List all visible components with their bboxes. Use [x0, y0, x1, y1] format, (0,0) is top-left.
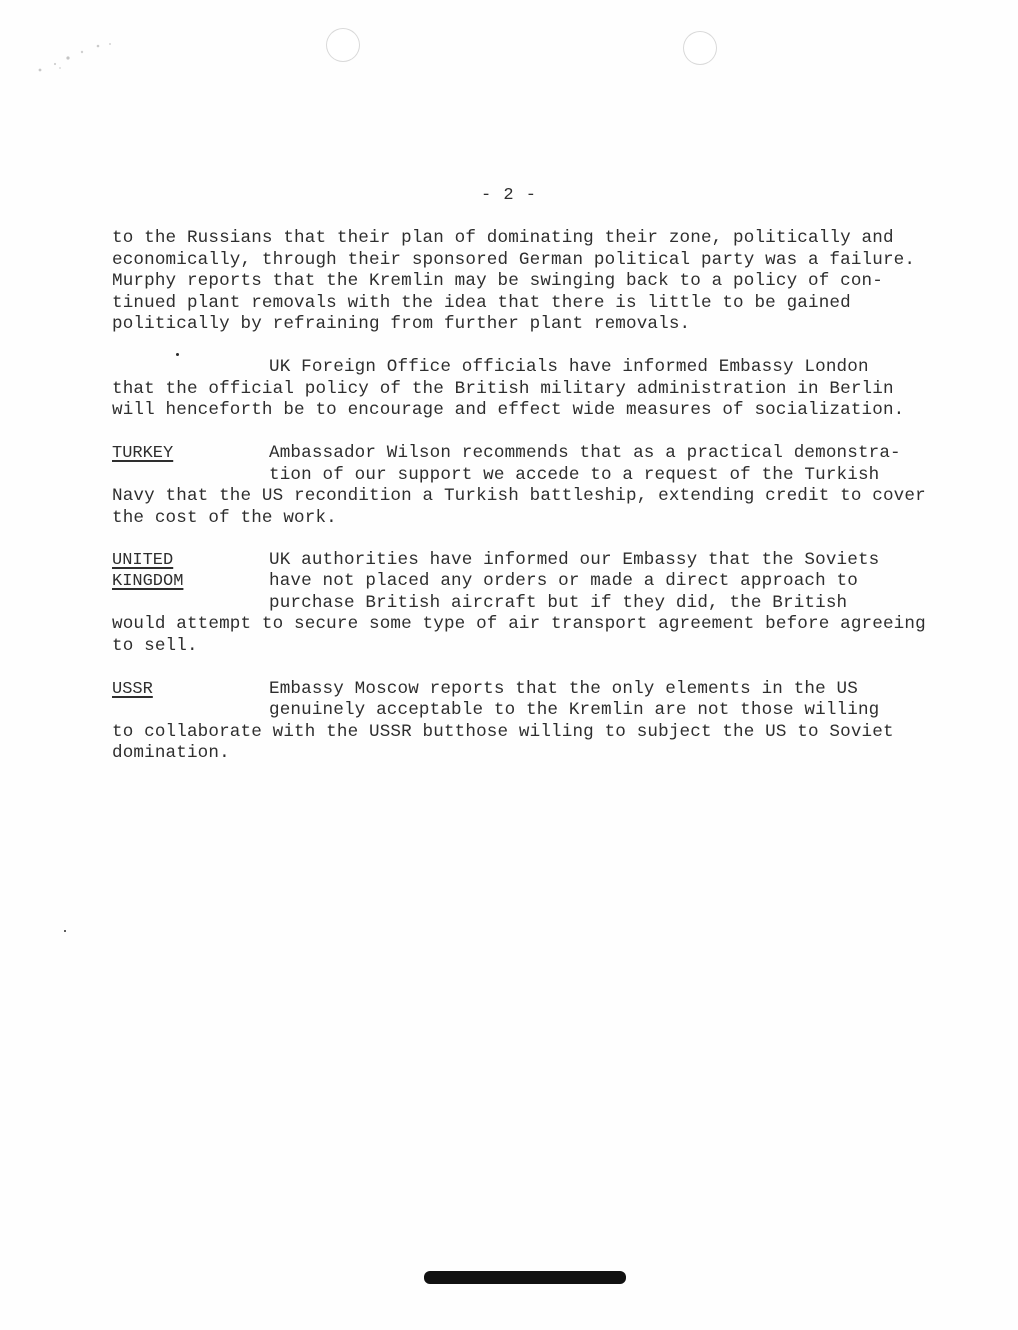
uk-foreign-office-line-2: that the official policy of the British military administration in Berlin	[112, 379, 894, 399]
corner-smudge-mark	[20, 40, 130, 80]
united-kingdom-line-5: to sell.	[112, 636, 198, 656]
section-heading-ussr: USSR	[112, 680, 153, 699]
stray-ink-dot-lower	[64, 930, 66, 932]
redacted-classification-marking	[424, 1271, 626, 1284]
intro-line-3: Murphy reports that the Kremlin may be swinging back to a policy of con-	[112, 271, 883, 291]
united-kingdom-line-3: purchase British aircraft but if they did, the British	[269, 593, 848, 613]
turkey-line-1: Ambassador Wilson recommends that as a practical demonstra-	[269, 443, 901, 463]
ussr-line-3: to collaborate with the USSR butthose willing to subject the US to Soviet	[112, 722, 894, 742]
united-kingdom-line-4: would attempt to secure some type of air transport agreement before agreeing	[112, 614, 926, 634]
page-number: - 2 -	[480, 186, 537, 205]
ussr-line-4: domination.	[112, 743, 230, 763]
uk-foreign-office-line-1: UK Foreign Office officials have informed Embassy London	[269, 357, 869, 377]
turkey-line-2: tion of our support we accede to a request of the Turkish	[269, 465, 880, 485]
united-kingdom-line-2: have not placed any orders or made a direct approach to	[269, 571, 858, 591]
section-heading-turkey: TURKEY	[112, 444, 174, 463]
turkey-line-4: the cost of the work.	[112, 508, 337, 528]
intro-line-2: economically, through their sponsored German political party was a failure.	[112, 250, 916, 270]
punch-hole-left	[326, 28, 360, 62]
ussr-line-1: Embassy Moscow reports that the only elements in the US	[269, 679, 858, 699]
intro-line-5: politically by refraining from further plant removals.	[112, 314, 691, 334]
ussr-line-2: genuinely acceptable to the Kremlin are not those willing	[269, 700, 880, 720]
intro-line-4: tinued plant removals with the idea that there is little to be gained	[112, 293, 851, 313]
intro-line-1: to the Russians that their plan of dominating their zone, politically and	[112, 228, 894, 248]
section-heading-kingdom: KINGDOM	[112, 572, 184, 591]
united-kingdom-line-1: UK authorities have informed our Embassy that the Soviets	[269, 550, 880, 570]
section-heading-united: UNITED	[112, 551, 174, 570]
turkey-line-3: Navy that the US recondition a Turkish battleship, extending credit to cover	[112, 486, 926, 506]
stray-ink-dot	[176, 353, 179, 356]
uk-foreign-office-line-3: will henceforth be to encourage and effect wide measures of socialization.	[112, 400, 905, 420]
punch-hole-right	[683, 31, 717, 65]
